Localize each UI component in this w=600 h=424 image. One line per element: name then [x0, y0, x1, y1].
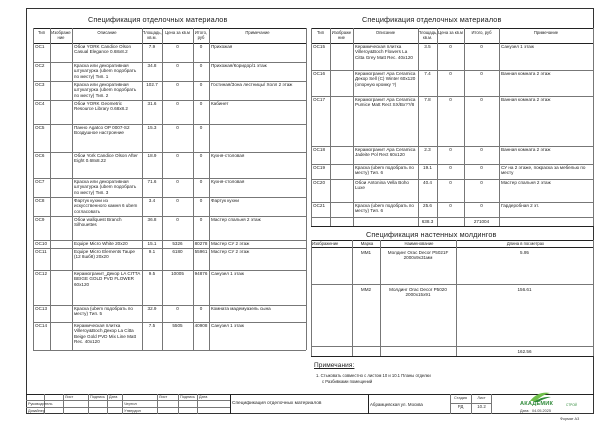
row-note: Кабинет: [211, 101, 229, 106]
row-description: Equipe Micro White 20х20: [74, 241, 128, 246]
row-area: 71.6: [147, 179, 157, 184]
row-price: 0: [176, 306, 179, 311]
table-header: Описание: [375, 30, 396, 35]
row-total: 0: [480, 71, 483, 76]
row-description: Панно Agatco OP 0007-S2 Воздушное настроение: [74, 125, 130, 136]
stamp-col-data2: Дата: [199, 395, 208, 399]
stamp-sheet-label: Лист: [477, 396, 486, 400]
row-price: 0: [449, 71, 452, 76]
row-divider: [311, 217, 593, 218]
row-note: СУ на 2 этаже, покраска за мебелью по месту: [501, 165, 586, 176]
row-description: Equipe Micro Elements Taupe (12 8шб8) 20х20: [74, 249, 135, 260]
stamp-drawn-label: Чертил: [124, 402, 137, 406]
table-column-line: [33, 28, 34, 350]
row-note: Мастер спальня 2 этаж: [501, 180, 551, 185]
row-description: Керамогранит Apa Ceramica Jadeite Pol Rect 60х120: [355, 147, 416, 158]
stamp-stage-label: Стадия: [454, 396, 467, 400]
row-type: ОС7: [35, 179, 45, 184]
row-note: Гардеробная 2 эт.: [501, 203, 540, 208]
row-description: Керамогранит Apa Ceramica Декор Sell (C) Winter 60х120 (опорную кромку ?): [355, 71, 416, 87]
note-line-2: с Разбивками помещений: [322, 379, 373, 384]
row-divider: [311, 346, 593, 347]
row-total: 0: [199, 306, 203, 311]
table-border: [311, 247, 593, 248]
table-header: Площадь, кв.м.: [142, 30, 162, 40]
row-type: ОС4: [35, 101, 45, 106]
row-description: Краска (ubem подобрать по месту) Тип. 6: [355, 203, 414, 214]
table-column-line: [593, 240, 594, 356]
row-type: ОС10: [35, 241, 48, 246]
row-description: Фартук кухни из искусственного камня 6 ubem согласовать: [74, 198, 138, 214]
row-area: 32.9: [147, 306, 157, 311]
row-price: 0: [176, 153, 179, 158]
table-header: Наименование: [404, 241, 434, 246]
row-note: Кухня-столовая: [211, 153, 245, 158]
table-header: Цена за кв.м: [165, 30, 190, 35]
row-area: 7.4: [424, 71, 431, 76]
row-type: ОС12: [35, 271, 48, 276]
table-column-line: [162, 28, 163, 350]
row-area: 2.3: [424, 147, 431, 152]
row-price: 0: [176, 198, 179, 203]
row-note: Комната мадемуазель сына: [211, 306, 271, 311]
table-header: Итого, руб: [471, 30, 492, 35]
total-area: 638.3: [421, 219, 434, 224]
row-type: ОС9: [35, 217, 45, 222]
row-price: 0: [176, 82, 179, 87]
company-name: АКАДЕМИК: [520, 401, 554, 407]
stamp-designer-label: Дизайнер: [28, 409, 45, 413]
row-area: 19.1: [423, 165, 432, 170]
row-total: 55961: [194, 249, 208, 254]
table-header: Изображе ние: [331, 30, 352, 40]
row-note: Санузел 1 этаж: [211, 323, 244, 328]
row-description: Керамогранит_Декор LA CITTA BEIGE GOLD PVD FLOWER 60х120: [74, 271, 141, 287]
molding-mark: ММ1: [360, 250, 372, 255]
row-price: 0: [176, 125, 179, 130]
row-area: 34.8: [147, 63, 157, 68]
table-column-line: [464, 28, 465, 226]
row-type: ОС13: [35, 306, 48, 311]
row-total: 0: [199, 153, 203, 158]
row-description: Обои YORK Candice Olson Casual Elegance 0.68х8.2: [74, 44, 132, 55]
table-column-line: [437, 28, 438, 226]
row-type: ОС15: [313, 44, 326, 49]
row-area: 9.1: [148, 249, 156, 254]
row-price: 0: [176, 63, 179, 68]
table-column-line: [306, 28, 307, 350]
row-total: 80278: [194, 241, 208, 246]
row-description: Обои Antonina Vella Boho Luxe: [355, 180, 409, 191]
row-total: 0: [199, 44, 203, 49]
molding-total: 162.56: [517, 349, 532, 354]
stamp-format: Формат А3: [560, 417, 580, 421]
row-total: 0: [199, 217, 203, 222]
row-note: Фартук кухни: [211, 198, 239, 203]
row-description: Краска (ubem подобрать по месту) Тип. 5: [74, 306, 133, 317]
table-header: Примечание: [245, 30, 270, 35]
row-type: ОС11: [35, 249, 47, 254]
row-description: Краска (ubem подобрать по месту) Тип. 6: [355, 165, 414, 176]
molding-length: 156.61: [517, 287, 532, 292]
table-header: Длина в пог.метрах: [506, 241, 545, 246]
row-price: 10005: [171, 271, 184, 276]
row-price: 0: [449, 97, 452, 102]
row-area: 102.7: [146, 82, 158, 87]
row-total: 0: [199, 179, 203, 184]
stamp-date-value: 04.05.2025: [532, 409, 552, 413]
table-header: Изображение: [312, 241, 339, 246]
row-type: ОС5: [35, 125, 45, 130]
row-total: 0: [480, 203, 483, 208]
row-note: Мастер СУ 2 этаж: [211, 249, 250, 254]
row-area: 7.5: [148, 323, 156, 328]
row-type: ОС16: [313, 71, 326, 76]
row-description: Краска или декоративная штукатурка (ubem подобрать по месту) Тип. 2: [74, 82, 137, 98]
row-type: ОС1: [35, 44, 45, 49]
row-price: 0: [176, 179, 179, 184]
row-type: ОС19: [313, 165, 326, 170]
row-total: 0: [480, 97, 483, 102]
table-border: [33, 28, 306, 29]
row-description: Обои YORK Geometric Resource Library 0.68х8.2: [74, 101, 128, 112]
row-description: Керамическая плитка Villeroy&Boch Декор La Citta Beige Gold PVD Mix Line Matt Rec. 40х120: [74, 323, 137, 345]
row-price: 5505: [172, 323, 183, 328]
table-column-line: [311, 28, 312, 226]
table-header: Площадь, кв.м.: [418, 30, 437, 40]
row-description: Краска или декоративная штукатурка (ubem подобрать по месту) Тип. 3: [74, 179, 137, 195]
row-total: 40908: [194, 323, 208, 328]
row-note: Гостиная/Зона лестницы/ Холл 2 этаж: [211, 82, 293, 87]
row-note: Прихожая: [211, 44, 233, 49]
row-price: 0: [176, 44, 179, 49]
stamp-col-podpis2: Подпись: [180, 395, 196, 399]
row-note: Ванная комната 2 этаж: [501, 71, 551, 76]
row-type: ОС18: [313, 147, 326, 152]
row-divider: [311, 284, 593, 285]
row-total: 0: [199, 198, 203, 203]
stamp-date-label: Дата:: [520, 409, 530, 413]
row-area: 15.3: [147, 125, 157, 130]
notes-title: Примечания:: [314, 362, 355, 369]
row-description: Керамическая плитка Villeroy&Boch Flowers La Citta Grey Matt Rec. 40х120: [355, 44, 413, 60]
stamp-col-data: Дата: [109, 395, 118, 399]
row-total: 0: [480, 44, 483, 49]
table-header: Описание: [97, 30, 117, 35]
table-header: Марка: [360, 241, 374, 246]
row-description: Обои wallquest Branch Silhouettes: [74, 217, 122, 228]
row-total: 0: [480, 180, 483, 185]
row-type: ОС21: [313, 203, 326, 208]
row-description: Керамогранит Apa Ceramica Pumice Matt Rect SX/Bx??/8: [355, 97, 416, 108]
stamp-stage-value: РД: [457, 404, 464, 409]
row-price: 0: [449, 203, 452, 208]
row-price: 0: [176, 217, 179, 222]
total-sum: 271004: [473, 219, 490, 224]
row-price: 0: [176, 101, 179, 106]
row-note: Прихожая/Коридор/1 этаж: [211, 63, 267, 68]
stamp-sheet-name: Спецификация отделочных материалов: [232, 401, 322, 406]
table-header: Цена за кв.м: [438, 30, 463, 35]
row-price: 5326: [172, 241, 183, 246]
company-sub: СТРОЙ: [566, 403, 577, 407]
row-type: ОС20: [313, 180, 326, 185]
table-column-line: [330, 28, 331, 226]
row-area: 3.4: [148, 198, 156, 203]
row-divider: [33, 350, 306, 351]
row-total: 0: [199, 101, 203, 106]
table-column-line: [353, 28, 354, 226]
table-column-line: [50, 28, 51, 350]
table-header: Итого, руб: [194, 30, 208, 40]
stamp-developer-label: Руководитель: [28, 402, 53, 406]
stamp-sheet-value: 10.2: [477, 404, 486, 409]
row-area: 7.8: [424, 97, 431, 102]
table-column-line: [593, 28, 594, 226]
table-header: Тип: [317, 30, 324, 35]
row-type: ОС17: [313, 97, 326, 102]
stamp-col-podpis: Подпись: [90, 395, 106, 399]
table-header: Тип: [38, 30, 45, 35]
row-price: 6180: [172, 249, 183, 254]
table-column-line: [193, 28, 194, 350]
left-table-title: Спецификация отделочных материалов: [88, 15, 228, 24]
row-total: 0: [199, 82, 203, 87]
row-note: Мастер СУ 2 этаж: [211, 241, 250, 246]
row-total: 0: [199, 125, 203, 130]
stamp-approved-label: Утвердил: [124, 409, 141, 413]
row-area: 18.9: [147, 153, 157, 158]
table-column-line: [418, 28, 419, 226]
row-note: Ванная комната 2 этаж: [501, 97, 551, 102]
row-type: ОС8: [35, 198, 45, 203]
row-price: 0: [449, 44, 452, 49]
row-note: Кухня-столовая: [211, 179, 245, 184]
table-column-line: [209, 28, 210, 350]
row-description: Краска или декоративная штукатурка (ubem подобрать по месту) Тип. 1: [74, 63, 137, 79]
row-type: ОС3: [35, 82, 45, 87]
stamp-project: Абрамцевская ул. Москва: [370, 402, 423, 407]
row-area: 31.6: [147, 101, 157, 106]
row-total: 0: [199, 63, 203, 68]
molding-length: 5.95: [520, 250, 529, 255]
row-area: 36.8: [147, 217, 157, 222]
table-column-line: [499, 28, 500, 226]
row-area: 7.9: [148, 44, 156, 49]
row-area: 3.5: [424, 44, 431, 49]
table-column-line: [456, 240, 457, 356]
table-column-line: [352, 240, 353, 356]
row-price: 0: [449, 165, 452, 170]
moldings-title: Спецификация настенных молдингов: [366, 230, 497, 239]
row-note: Санузел 1 этаж: [501, 44, 534, 49]
table-border: [311, 226, 593, 227]
row-note: Санузел 1 этаж: [211, 271, 244, 276]
row-price: 0: [449, 180, 452, 185]
row-total: 0: [480, 147, 483, 152]
row-total: 94876: [194, 271, 208, 276]
table-column-line: [142, 28, 143, 350]
row-area: 40.4: [423, 180, 432, 185]
table-border: [311, 356, 593, 357]
row-note: Мастер спальня 2 этаж: [211, 217, 261, 222]
row-type: ОС6: [35, 153, 45, 158]
table-column-line: [380, 240, 381, 356]
stamp-col-list2: Лист: [159, 395, 168, 399]
row-note: Ванная комната 2 этаж: [501, 147, 551, 152]
row-total: 0: [480, 165, 483, 170]
molding-mark: ММ2: [360, 287, 372, 292]
table-border: [311, 240, 593, 241]
stamp-col-list: Лист: [65, 395, 74, 399]
row-description: Обои York Candice Olson After Eight 0.68х8.22: [74, 153, 138, 164]
row-area: 25.6: [423, 203, 432, 208]
molding-name: Молдинг Orac Decor P5020 2000х15х91: [389, 287, 447, 298]
table-column-line: [72, 28, 73, 350]
row-type: ОС2: [35, 63, 45, 68]
row-type: ОС14: [35, 323, 48, 328]
table-header: Примечание: [533, 30, 559, 35]
molding-name: Молдинг Orac Decor P5021F 2000х9х31мм: [387, 250, 449, 261]
note-line-1: 1. Стыковать совместно с листом 10 и 10.1 Планы отделки: [316, 373, 431, 378]
row-area: 9.5: [148, 271, 156, 276]
right-table-title: Спецификация отделочных материалов: [362, 15, 502, 24]
row-area: 15.1: [147, 241, 157, 246]
table-column-line: [311, 240, 312, 356]
table-header: Изображе ние: [51, 30, 71, 40]
row-price: 0: [449, 147, 452, 152]
